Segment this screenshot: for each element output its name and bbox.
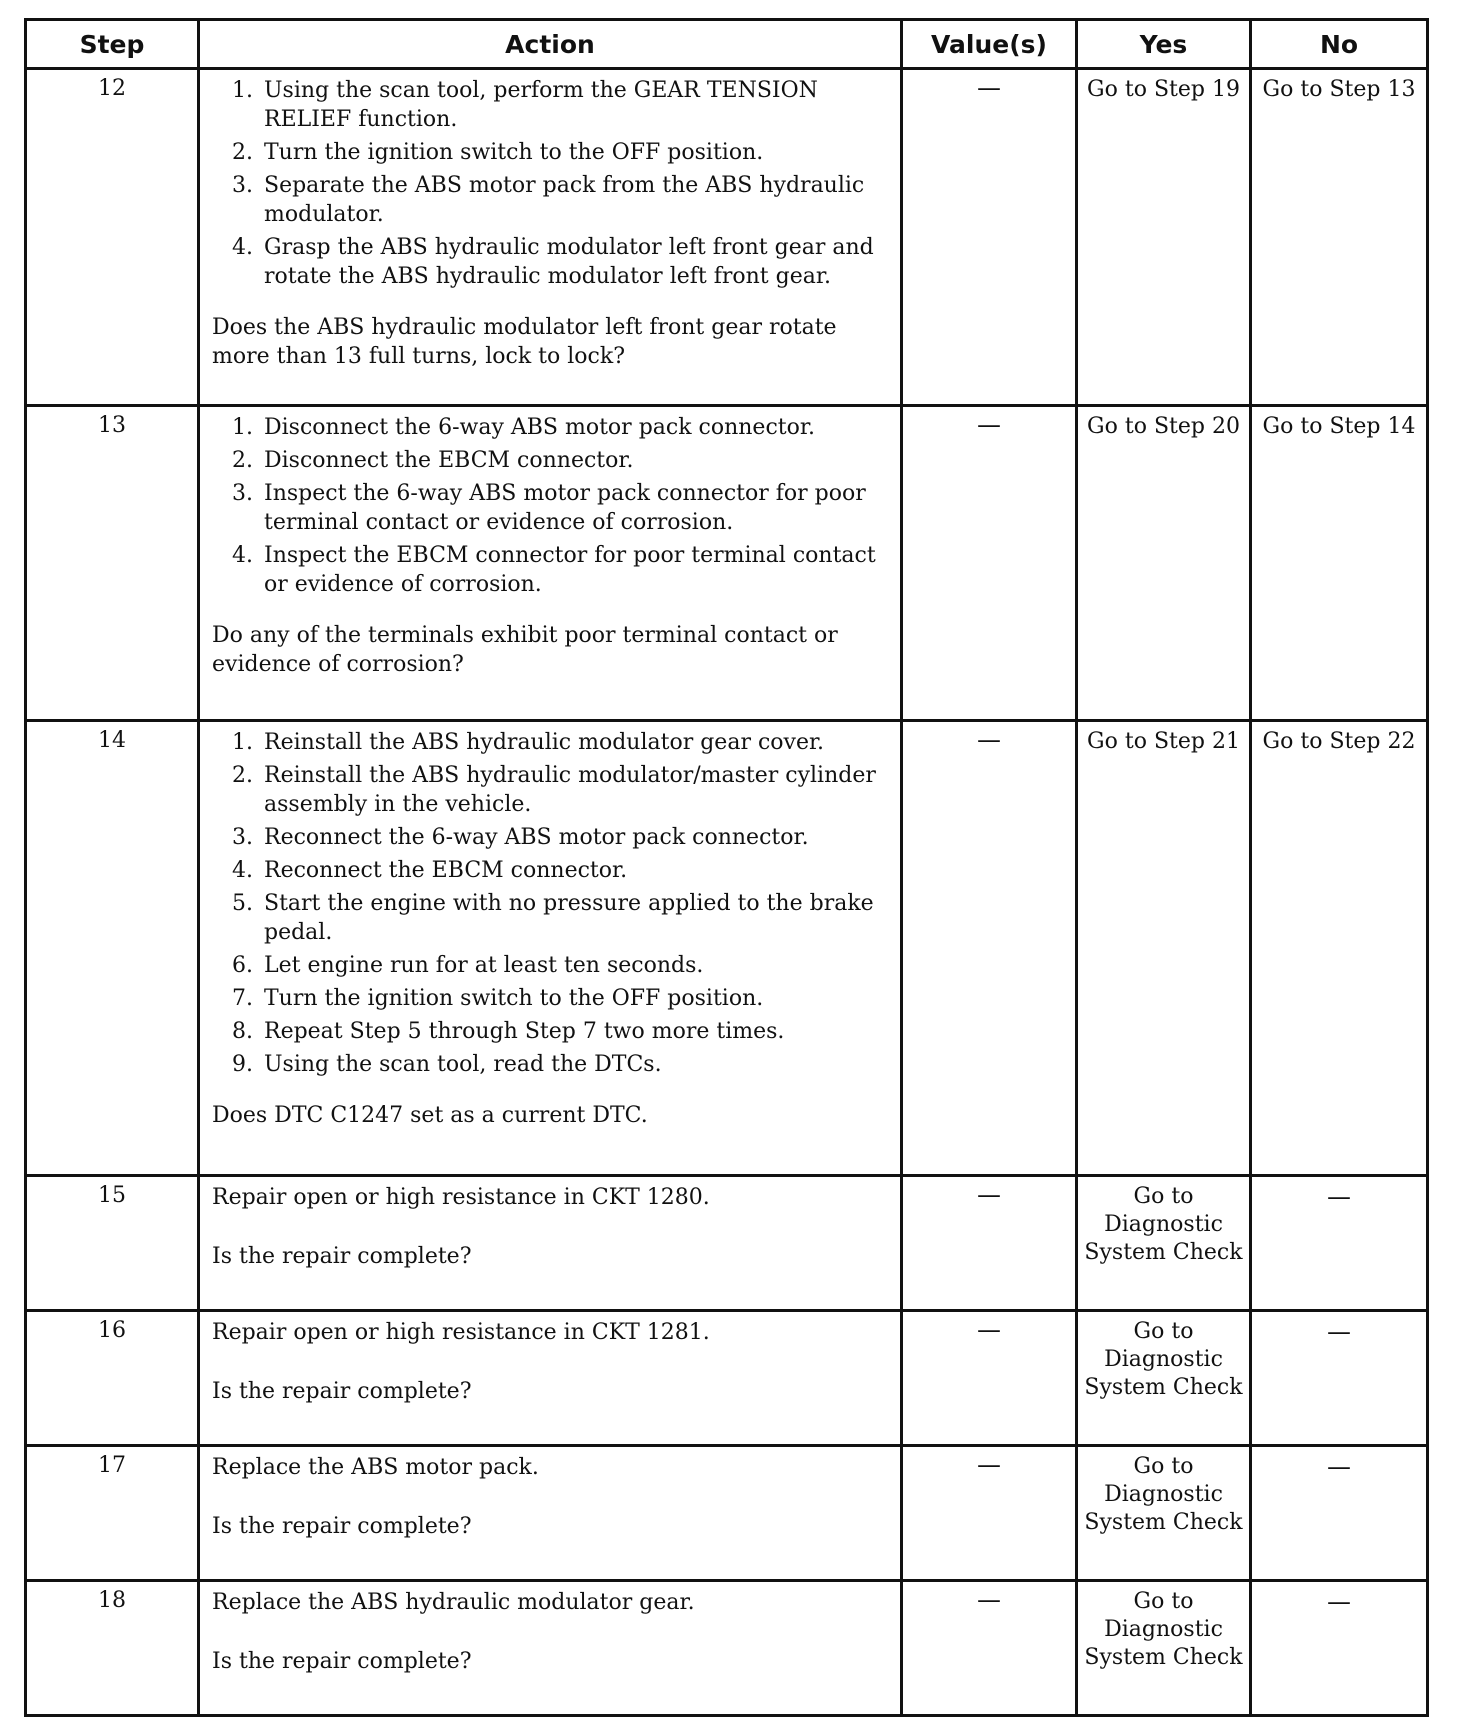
action-cell [199, 406, 902, 721]
value-cell: — [902, 1581, 1077, 1716]
yes-cell: Go to Diagnostic System Check [1077, 1446, 1251, 1581]
action-step: 4. Reconnect the EBCM connector. [260, 856, 890, 885]
action-cell [199, 1581, 902, 1716]
value-cell: — [902, 406, 1077, 721]
action-cell [199, 1311, 902, 1446]
action-step: 3. Inspect the 6-way ABS motor pack connector for poor terminal contact or evidence of corrosion. [260, 479, 890, 537]
action-step: 7. Turn the ignition switch to the OFF position. [260, 984, 890, 1013]
diagnostic-page [24, 18, 1426, 1717]
no-cell: Go to Step 22 [1251, 721, 1428, 1176]
yes-cell: Go to Step 20 [1077, 406, 1251, 721]
yes-cell: Go to Diagnostic System Check [1077, 1176, 1251, 1311]
header-yes: Yes [1077, 20, 1251, 69]
value-cell: — [902, 1311, 1077, 1446]
step-number: 15 [26, 1176, 199, 1311]
action-cell [199, 721, 902, 1176]
step-number: 16 [26, 1311, 199, 1446]
action-question: Do any of the terminals exhibit poor terminal contact or evidence of corrosion? [212, 623, 838, 677]
action-steps [212, 728, 890, 1079]
action-text: Replace the ABS motor pack. [212, 1455, 539, 1480]
value-cell: — [902, 1176, 1077, 1311]
action-cell [199, 69, 902, 406]
no-cell: — [1251, 1311, 1428, 1446]
action-steps [212, 76, 890, 291]
step-number: 14 [26, 721, 199, 1176]
action-question: Is the repair complete? [212, 1379, 472, 1404]
yes-cell: Go to Step 19 [1077, 69, 1251, 406]
action-question: Is the repair complete? [212, 1244, 472, 1269]
action-step: 2. Reinstall the ABS hydraulic modulator/master cylinder assembly in the vehicle. [260, 761, 890, 819]
action-step: 4. Inspect the EBCM connector for poor terminal contact or evidence of corrosion. [260, 541, 890, 599]
action-cell [199, 1176, 902, 1311]
action-text: Repair open or high resistance in CKT 1281. [212, 1320, 710, 1345]
action-step: 3. Reconnect the 6-way ABS motor pack connector. [260, 823, 890, 852]
action-cell [199, 1446, 902, 1581]
action-step: 1. Using the scan tool, perform the GEAR TENSION RELIEF function. [260, 76, 890, 134]
table-row [26, 1446, 1428, 1581]
action-step: 1. Disconnect the 6-way ABS motor pack connector. [260, 413, 890, 442]
header-row [26, 20, 1428, 69]
table-row [26, 1581, 1428, 1716]
no-cell: — [1251, 1581, 1428, 1716]
yes-cell: Go to Diagnostic System Check [1077, 1581, 1251, 1716]
header-action: Action [199, 20, 902, 69]
action-question: Does the ABS hydraulic modulator left front gear rotate more than 13 full turns, lock to lock? [212, 315, 837, 369]
no-cell: Go to Step 13 [1251, 69, 1428, 406]
no-cell: — [1251, 1176, 1428, 1311]
yes-cell: Go to Diagnostic System Check [1077, 1311, 1251, 1446]
action-step: 4. Grasp the ABS hydraulic modulator left front gear and rotate the ABS hydraulic modulator left front gear. [260, 233, 890, 291]
step-number: 13 [26, 406, 199, 721]
action-step: 6. Let engine run for at least ten seconds. [260, 951, 890, 980]
action-step: 2. Disconnect the EBCM connector. [260, 446, 890, 475]
action-step: 9. Using the scan tool, read the DTCs. [260, 1050, 890, 1079]
action-question: Is the repair complete? [212, 1649, 472, 1674]
no-cell: — [1251, 1446, 1428, 1581]
action-step: 8. Repeat Step 5 through Step 7 two more times. [260, 1017, 890, 1046]
yes-cell: Go to Step 21 [1077, 721, 1251, 1176]
header-step: Step [26, 20, 199, 69]
action-question: Is the repair complete? [212, 1514, 472, 1539]
action-question: Does DTC C1247 set as a current DTC. [212, 1103, 648, 1128]
step-number: 18 [26, 1581, 199, 1716]
table-row [26, 1311, 1428, 1446]
action-steps [212, 413, 890, 599]
no-cell: Go to Step 14 [1251, 406, 1428, 721]
step-number: 12 [26, 69, 199, 406]
value-cell: — [902, 721, 1077, 1176]
diagnostic-table [24, 18, 1429, 1717]
action-text: Repair open or high resistance in CKT 1280. [212, 1185, 710, 1210]
table-row [26, 721, 1428, 1176]
value-cell: — [902, 69, 1077, 406]
action-step: 3. Separate the ABS motor pack from the ABS hydraulic modulator. [260, 171, 890, 229]
header-value: Value(s) [902, 20, 1077, 69]
table-row [26, 69, 1428, 406]
step-number: 17 [26, 1446, 199, 1581]
table-row [26, 406, 1428, 721]
action-text: Replace the ABS hydraulic modulator gear. [212, 1590, 695, 1615]
action-step: 5. Start the engine with no pressure applied to the brake pedal. [260, 889, 890, 947]
header-no: No [1251, 20, 1428, 69]
table-row [26, 1176, 1428, 1311]
value-cell: — [902, 1446, 1077, 1581]
action-step: 2. Turn the ignition switch to the OFF position. [260, 138, 890, 167]
action-step: 1. Reinstall the ABS hydraulic modulator gear cover. [260, 728, 890, 757]
